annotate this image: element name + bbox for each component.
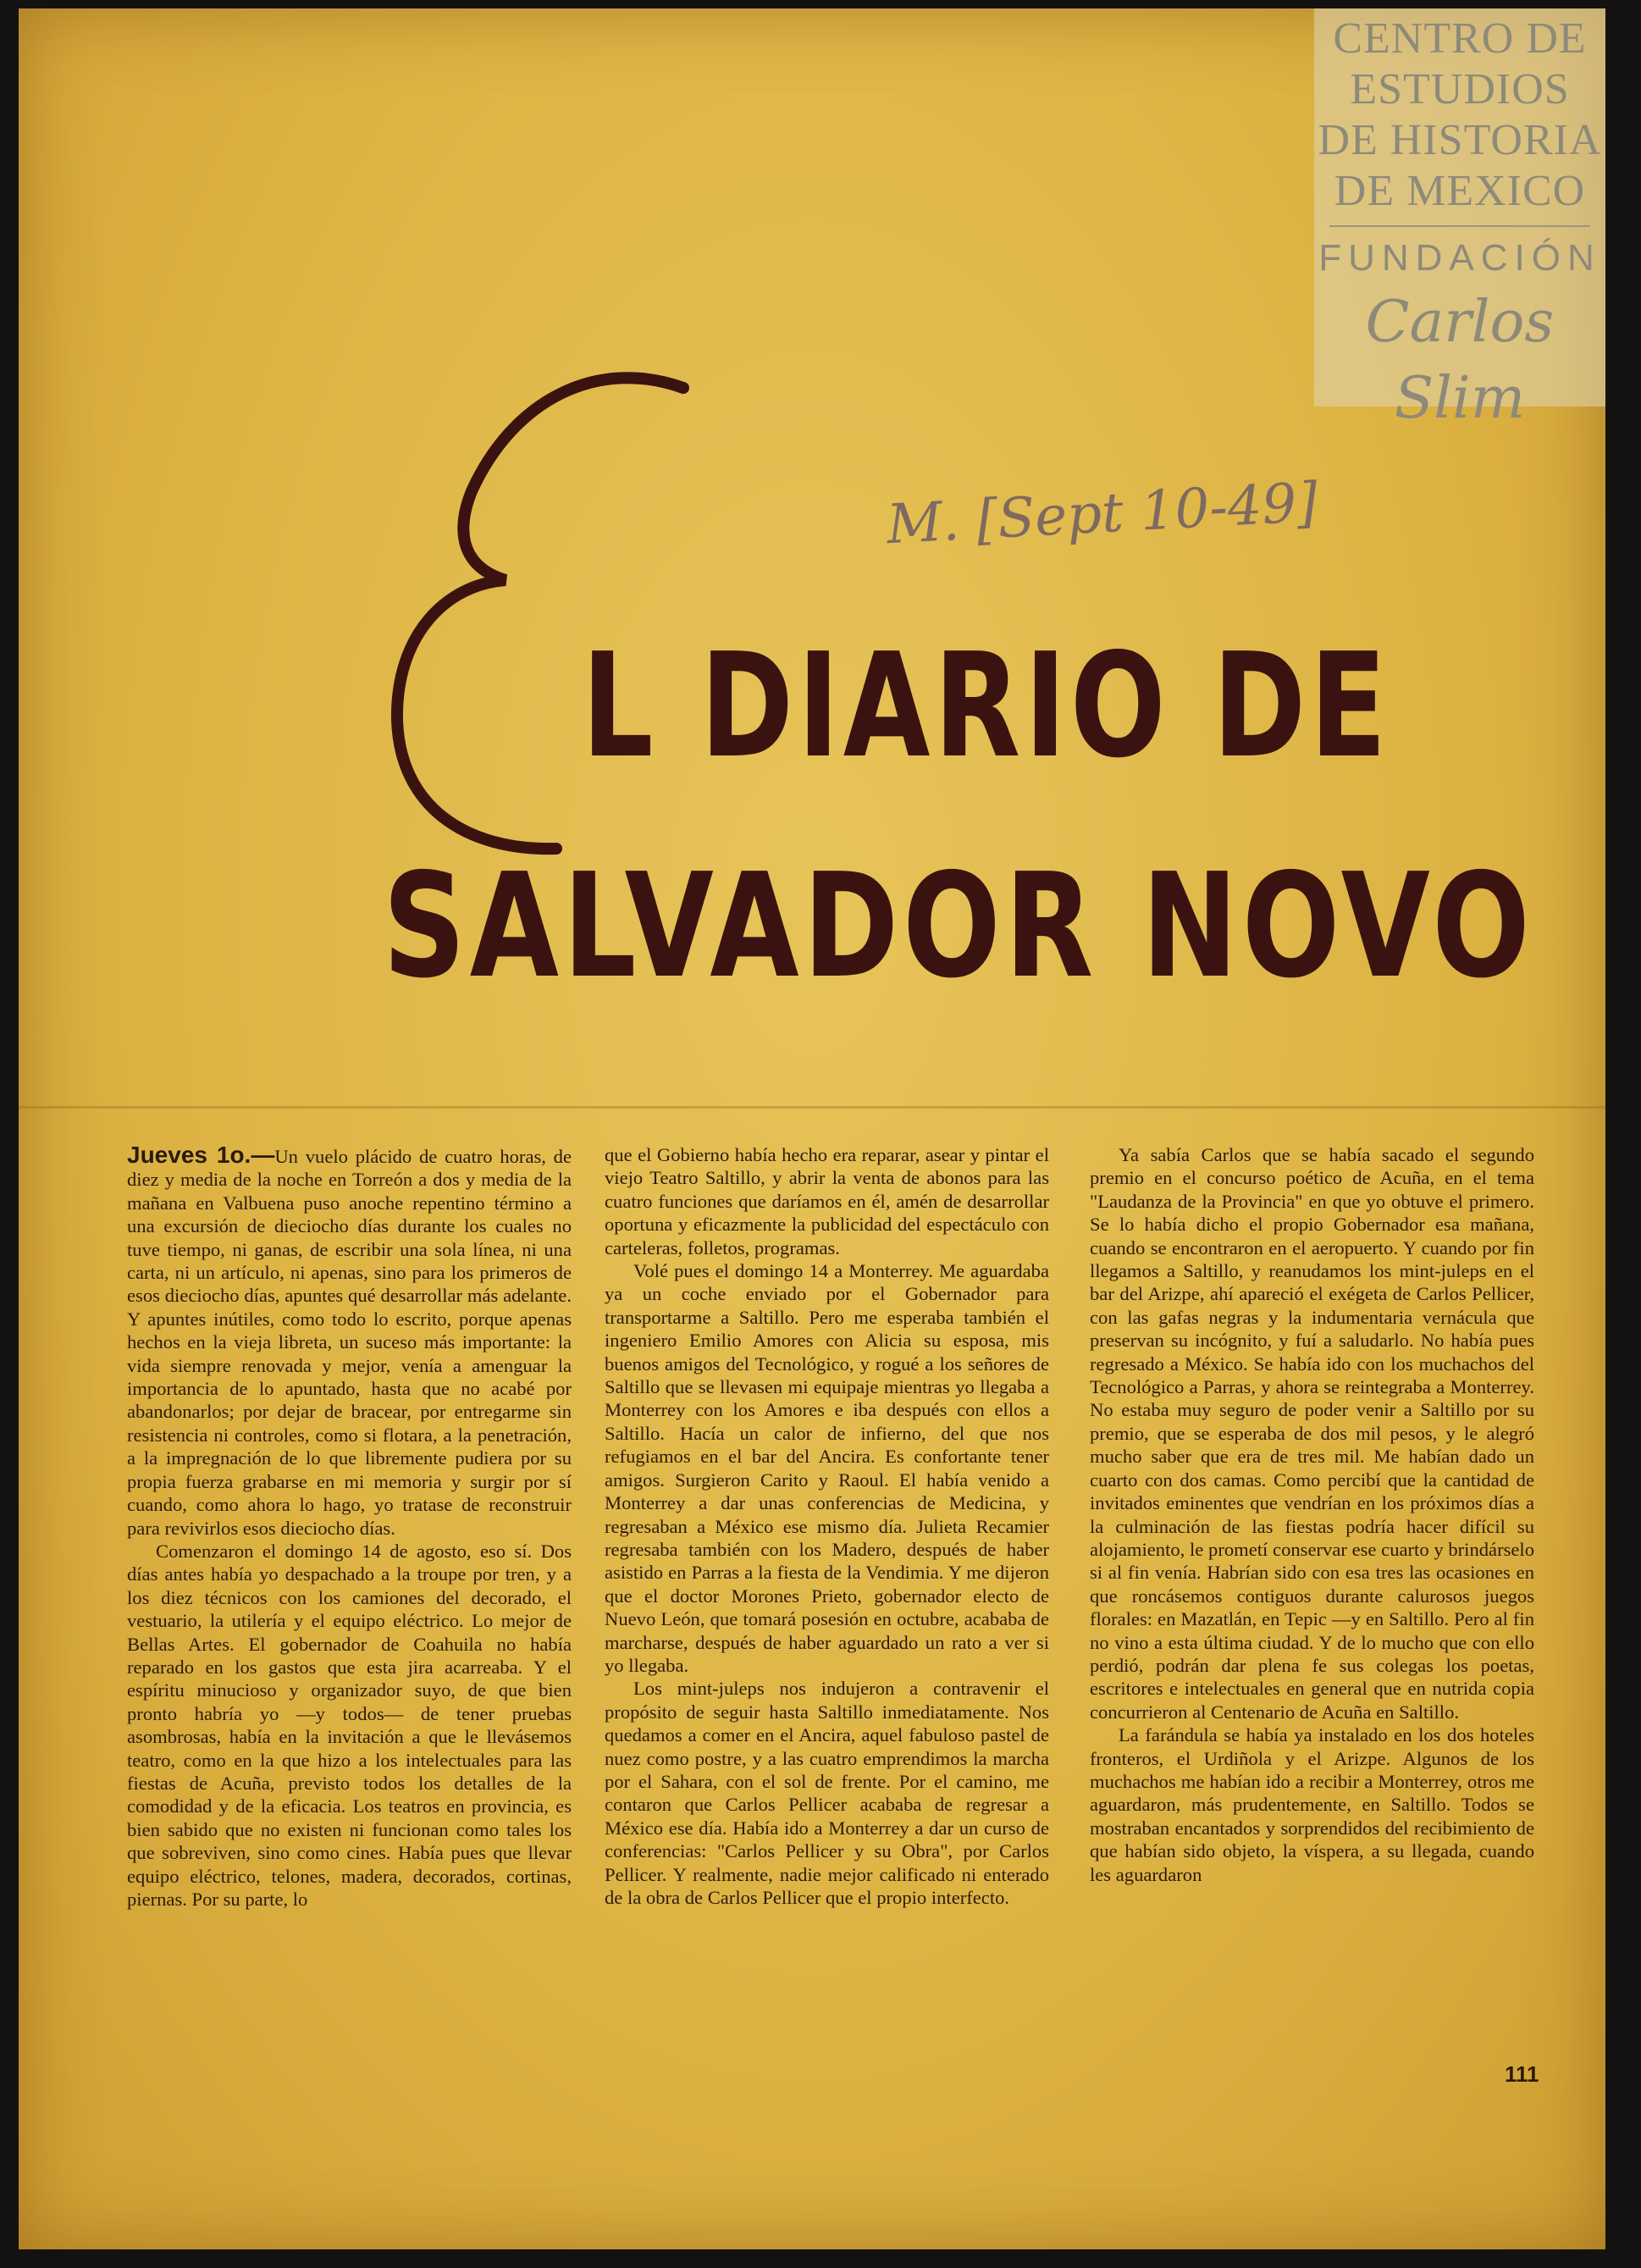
column-2-paragraph-1: que el Gobierno había hecho era reparar, asear y pintar el viejo Teatro Saltillo, y abrir la venta de abonos para las cuatro funciones que daríamos en él, amén de desarrollar oportuna y eficazmente la publicidad del espectáculo con carteleras, folletos, programas. <box>605 1144 1049 1258</box>
title-line-1: L DIARIO DE <box>582 622 1391 790</box>
stamp-line-3: DE HISTORIA <box>1318 116 1602 164</box>
stamp-signature: Carlos Slim <box>1365 289 1555 432</box>
lead-in: Jueves 1o.— <box>127 1143 275 1168</box>
column-1-paragraph-2: Comenzaron el domingo 14 de agosto, eso sí. Dos días antes había yo despachado a la troupe por tren, y a los diez técnicos con los camiones del decorado, el vestuario, la utilería y el equipo eléctrico. Lo mejor de Bellas Artes. El gobernador de Coahuila no había reparado en los gastos que esta jira acarreaba. Y el espíritu minucioso y organizador suyo, de que bien pronto habría yo —y todos— de tener pruebas asombrosas, había en la invitación a que le llevásemos teatro, como en la que hizo a los intelectuales para las fiestas de Acuña, previsto todos los detalles de la comodidad y de la eficacia. Los teatros en provincia, es bien sabido que no existen ni funcionan como tales los que sobreviven, sino como cines. Había pues que llevar equipo eléctrico, telones, madera, decorados, cortinas, piernas. Por su parte, lo <box>127 1540 572 1910</box>
page-number: 111 <box>1505 2061 1539 2087</box>
stamp-line-2: ESTUDIOS <box>1350 65 1570 113</box>
title-line-2: SALVADOR NOVO <box>383 843 1534 1010</box>
magazine-page <box>19 8 1605 2249</box>
handwritten-date-note: M. [Sept 10-49] <box>885 471 1319 557</box>
page-fold-line <box>19 1106 1605 1109</box>
stamp-line-1: CENTRO DE <box>1333 14 1587 63</box>
column-2-paragraph-2: Volé pues el domingo 14 a Monterrey. Me aguardaba ya un coche enviado por el Gobernador para transportarme a Saltillo. Pero me esperaba también el ingeniero Emilio Amores con Alicia su esposa, mis buenos amigos del Tecnológico, y rogué a los señores de Saltillo que se llevasen mi equipaje mientras yo llegaba a Monterrey con los Amores e iba después con ellos a Saltillo. Hacía un calor de infierno, del que nos refugiamos en el bar del Ancira. Es confortante tener amigos. Surgieron Carito y Raoul. El había venido a Monterrey a dar unas conferencias de Medicina, y regresaban a México ese mismo día. Julieta Recamier regresaba también con los Madero, después de haber asistido en Parras a la fiesta de la Vendimia. Y me dijeron que el doctor Morones Prieto, gobernador electo de Nuevo León, que tomará posesión en octubre, acababa de marcharse, después de haber aguardado un rato a ver si yo llegaba. <box>605 1260 1049 1676</box>
stamp-line-4: DE MEXICO <box>1334 167 1586 215</box>
title-initial-e <box>387 364 692 872</box>
stamp-divider <box>1329 225 1590 227</box>
stamp-line-5: FUNDACIÓN <box>1318 237 1601 279</box>
article-column-1 <box>127 1143 572 2062</box>
column-3-paragraph-1: Ya sabía Carlos que se había sacado el segundo premio en el concurso poético de Acuña, en el tema "Laudanza de la Provincia" en que yo obtuve el primero. Se lo había dicho el propio Gobernador esa mañana, cuando se encontraron en el aeropuerto. Y cuando por fin llegamos a Saltillo, y reanudamos los mint-juleps en el bar del Arizpe, ahí apareció el exégeta de Carlos Pellicer, con las gafas negras y la indumentaria vernácula que preservan su incógnito, y fuí a saludarlo. No había pues regresado a México. Se había ido con los muchachos del Tecnológico a Parras, y ahora se reintegraba a Monterrey. No estaba muy seguro de poder venir a Saltillo por su premio, que se esperaba de dos mil pesos, y le alegró mucho saber que era de tres mil. Me habían dado un cuarto con dos camas. Como percibí que la cantidad de invitados eminentes que vendrían en los próximos días a la culminación de las fiestas podría hacer difícil su alojamiento, le prometí conservar ese cuarto y brindárselo si al fin venía. Habrían sido con esa tres las ocasiones en que roncásemos contiguos durante calurosos juegos florales: en Mazatlán, en Tepic —y en Saltillo. Pero al fin no vino a esta última ciudad. Y de lo mucho que con ello perdió, podrán dar plena fe sus colegas los poetas, escritores e intelectuales en general que en nutrida copia concurrieron al Centenario de Acuña en Saltillo. <box>1090 1144 1534 1723</box>
article-column-2 <box>605 1143 1049 2062</box>
column-2-paragraph-3: Los mint-juleps nos indujeron a contravenir el propósito de seguir hasta Saltillo inmediatamente. Nos quedamos a comer en el Ancira, aquel fabuloso pastel de nuez como postre, y a las cuatro emprendimos la marcha por el Sahara, con el sol de frente. Por el camino, me contaron que Carlos Pellicer acababa de regresar a México ese día. Había ido a Monterrey a dar un curso de conferencias: "Carlos Pellicer y su Obra", por Carlos Pellicer. Y realmente, nadie mejor calificado ni enterado de la obra de Carlos Pellicer que el propio interfecto. <box>605 1678 1049 1908</box>
watermark-stamp <box>1314 8 1605 432</box>
column-3-paragraph-2: La farándula se había ya instalado en los dos hoteles fronteros, el Urdiñola y el Arizpe. Algunos de los muchachos me habían ido a recibir a Monterrey, otros me aguardaron, más prudentemente, en Saltillo. Todos se mostraban encantados y sorprendidos del recibimiento de que habían sido objeto, la víspera, a su llegada, cuando les aguardaron <box>1090 1724 1534 1885</box>
article-column-3 <box>1090 1143 1534 2062</box>
column-1-paragraph-1: Un vuelo plácido de cuatro horas, de diez y media de la noche en Torreón a dos y media de la mañana en Valbuena puso anoche repentino término a una excursión de dieciocho días durante los cuales no tuve tiempo, ni ganas, de escribir una sola línea, ni una carta, ni un artículo, ni apenas, sino para los primeros de esos dieciocho días, apuntes qué desarrollar más adelante. Y apuntes inútiles, como todo lo escrito, porque apenas hechos en la vieja libreta, un suceso más importante: la vida siempre renovada y mejor, venía a amenguar la importancia de lo apuntado, hasta que no acabé por abandonarlos; por dejar de bracear, por entregarme sin resistencia ni controles, como si flotara, a la penetración, a la impregnación de lo que libremente pudiera por su propia fuerza grabarse en mi memoria y surgir por sí cuando, como ahora lo hago, yo tratase de reconstruir para revivirlos esos dieciocho días. <box>127 1146 572 1539</box>
